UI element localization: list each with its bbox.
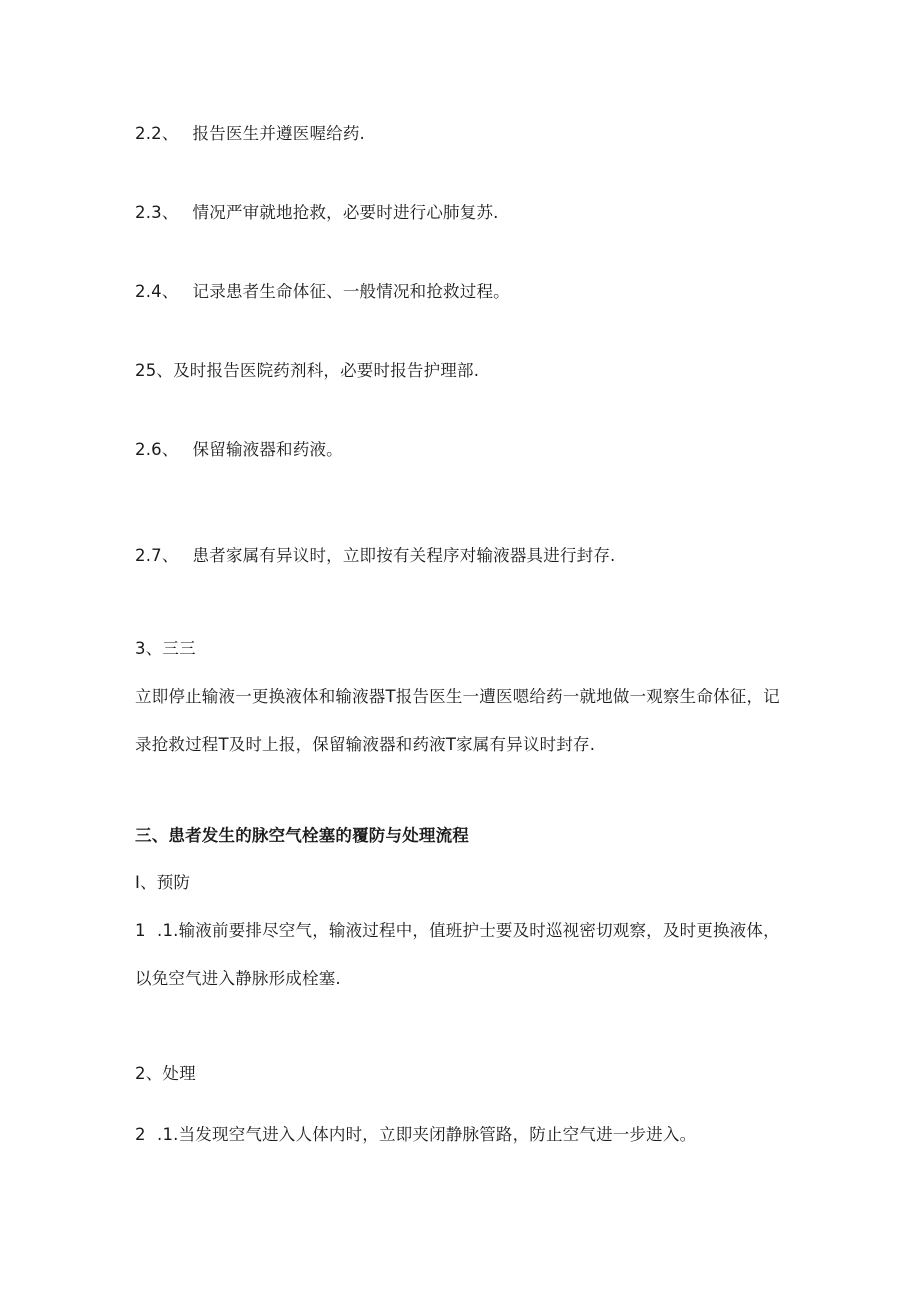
item-number: 2 [135, 1125, 146, 1144]
item-text: .1.输液前要排尽空气，输液过程中，值班护士要及时巡视密切观察，及时更换液体， [157, 921, 780, 940]
prevention-item-line-1 [135, 920, 780, 942]
item-text: 情况严审就地抢救，必要时进行心肺复苏. [192, 203, 499, 222]
prevention-label: I、预防 [135, 873, 191, 892]
treatment-label: 2、处理 [135, 1064, 196, 1083]
item-2-5 [135, 360, 479, 382]
item-text: 报告医生并遵医喔给药. [192, 124, 365, 143]
flow-text-line-1: 立即停止输液一更换液体和输液器T报告医生一遭医嗯给药一就地做一观察生命体征，记 [135, 687, 780, 706]
item-number: 2.6、 [135, 440, 179, 459]
item-2-6 [135, 439, 343, 461]
item-text: .1.当发现空气进入人体内时，立即夹闭静脉管路，防止空气进一步进入。 [157, 1125, 697, 1144]
item-number: 25、 [135, 361, 174, 380]
prevention-item-line-2: 以免空气进入静脉形成栓塞. [135, 969, 341, 988]
treatment-item [135, 1124, 696, 1146]
item-number: 2.3、 [135, 203, 179, 222]
item-number: 2.7、 [135, 546, 179, 565]
section-3-label: 3、三三 [135, 639, 196, 658]
flow-text-line-2: 录抢救过程T及时上报，保留输液器和药液T家属有异议时封存. [135, 735, 596, 754]
item-number: 1 [135, 921, 146, 940]
item-2-2 [135, 123, 365, 145]
item-2-4 [135, 281, 510, 303]
item-text: 记录患者生命体征、一般情况和抢救过程。 [192, 282, 510, 301]
item-number: 2.2、 [135, 124, 179, 143]
item-2-7 [135, 545, 616, 567]
section-heading: 三、患者发生的脉空气栓塞的覆防与处理流程 [135, 826, 469, 845]
item-number: 2.4、 [135, 282, 179, 301]
item-2-3 [135, 202, 499, 224]
item-text: 患者家属有异议时，立即按有关程序对输液器具进行封存. [192, 546, 616, 565]
item-text: 保留输液器和药液。 [192, 440, 343, 459]
item-text: 及时报告医院药剂科，必要时报告护理部. [173, 361, 480, 380]
